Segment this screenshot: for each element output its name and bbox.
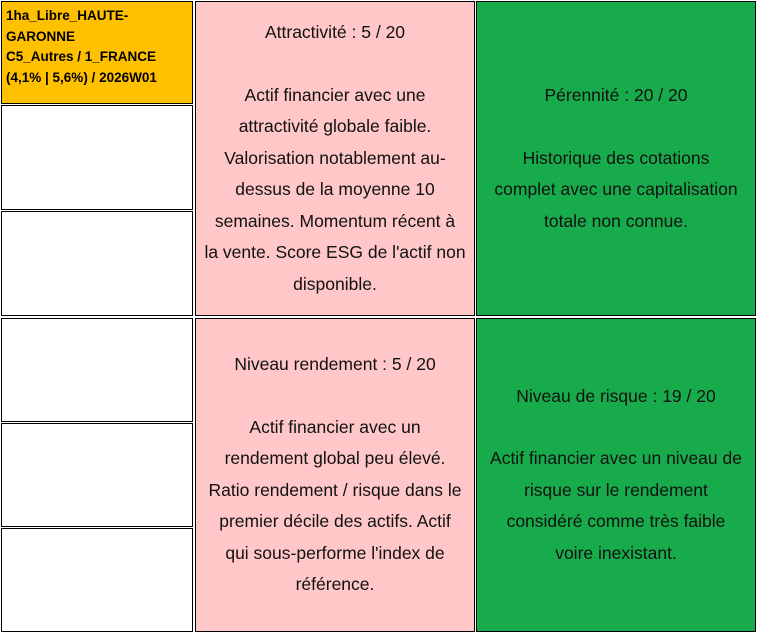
attractivite-line: semaines. Momentum récent à [214,210,456,231]
header-line-4: (4,1% | 5,6%) / 2026W01 [6,69,157,85]
attractivite-line: la vente. Score ESG de l'actif non [204,242,466,262]
rendement-line: Actif financier avec un [249,416,421,437]
rendement-cell [195,318,475,632]
blank-cell-5 [1,528,193,632]
attractivite-line: Valorisation notablement au- [224,147,446,168]
blank-cell-1 [1,105,193,210]
attractivite-line: attractivité globale faible. [238,116,432,136]
attractivite-description [198,80,472,301]
risque-line: risque sur le rendement [524,479,708,500]
rendement-description [198,412,472,601]
attractivite-line: disponible. [293,273,377,294]
perennite-line: Historique des cotations [522,147,710,168]
risque-description [479,443,753,569]
perennite-title: Pérennité : 20 / 20 [544,85,688,105]
attractivite-line: Actif financier avec une [244,84,426,105]
perennite-cell [476,1,756,316]
rendement-line: premier décile des actifs. Actif [219,511,451,532]
asset-header-cell [1,1,193,104]
risque-title: Niveau de risque : 19 / 20 [516,385,716,406]
blank-cell-3 [1,318,193,422]
blank-cell-4 [1,423,193,527]
rendement-title: Niveau rendement : 5 / 20 [234,354,436,375]
attractivite-title: Attractivité : 5 / 20 [264,22,406,42]
rendement-line: Ratio rendement / risque dans le [208,479,462,500]
risque-line: Actif financier avec un niveau de [490,448,742,469]
perennite-description [479,143,753,238]
perennite-line: complet avec une capitalisation [494,179,738,199]
risque-line: considéré comme très faible [506,511,726,532]
rendement-line: référence. [295,574,375,595]
attractivite-line: dessus de la moyenne 10 [235,179,435,199]
perennite-line: totale non connue. [543,210,688,231]
risque-cell [476,318,756,632]
risque-line: voire inexistant. [555,542,677,563]
header-line-3: C5_Autres / 1_FRANCE [6,49,157,64]
blank-cell-2 [1,211,193,316]
attractivite-cell [195,1,475,316]
rendement-line: rendement global peu élevé. [224,448,446,469]
header-line-2: GARONNE [6,28,76,44]
rendement-line: qui sous-performe l'index de [225,542,445,563]
header-line-1: 1ha_Libre_HAUTE- [6,8,129,23]
